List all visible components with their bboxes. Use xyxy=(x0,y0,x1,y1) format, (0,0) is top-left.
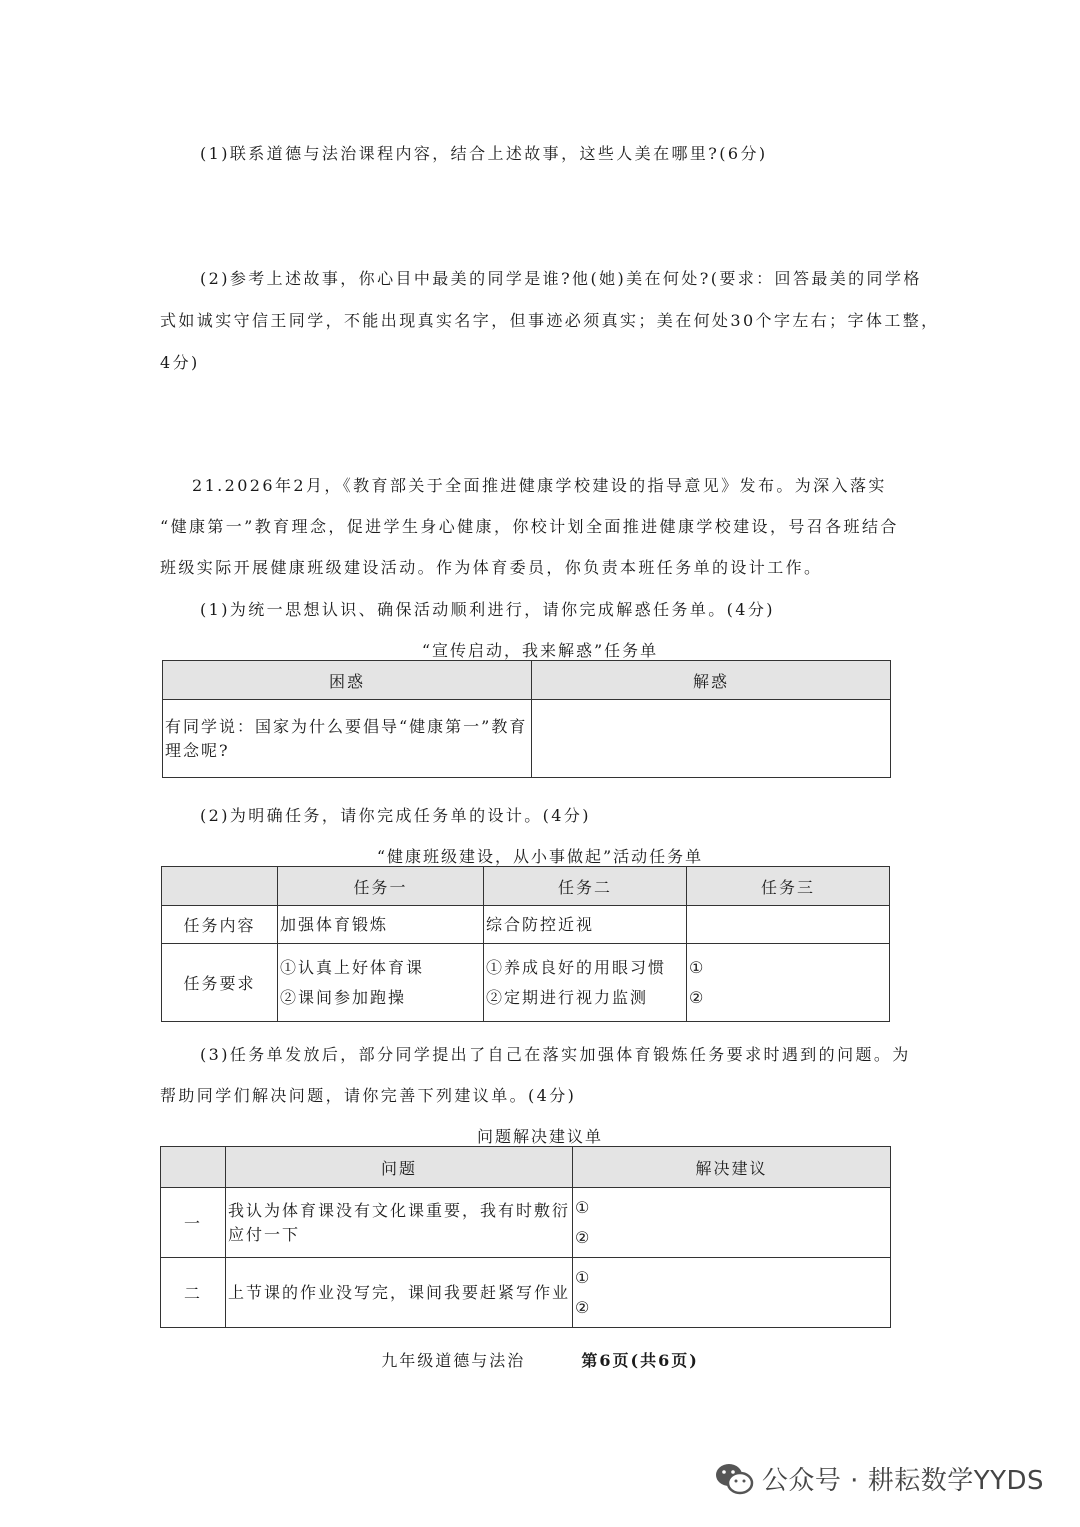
table1-header-answer: 解惑 xyxy=(532,661,891,700)
table3-row1-suggestion[interactable] xyxy=(573,1188,891,1258)
row1-suggestion-2: ② xyxy=(575,1227,592,1247)
task2-req-item2: ②定期进行视力监测 xyxy=(486,987,649,1007)
q20-part2-line2: 式如诚实守信王同学，不能出现真实名字，但事迹必须真实；美在何处30个字左右；字体工整， xyxy=(160,311,940,330)
q20-part1: (1)联系道德与法治课程内容，结合上述故事，这些人美在哪里?(6分) xyxy=(200,144,768,163)
table3-caption: 问题解决建议单 xyxy=(476,1127,603,1146)
table2-row-content-label: 任务内容 xyxy=(162,906,278,944)
page-footer xyxy=(0,1348,1080,1371)
row2-suggestion-2: ② xyxy=(575,1297,592,1317)
task1-req-item2: ②课间参加跑操 xyxy=(280,987,407,1007)
table2-header-task1: 任务一 xyxy=(278,867,484,906)
watermark-text: 公众号 · 耕耘数学YYDS xyxy=(761,1466,1044,1496)
table3-row1-problem: 我认为体育课没有文化课重要，我有时敷衍应付一下 xyxy=(226,1188,573,1258)
table2-task2-content: 综合防控近视 xyxy=(484,906,687,944)
footer-subject: 九年级道德与法治 xyxy=(381,1351,526,1370)
table2-row-req-label: 任务要求 xyxy=(162,944,278,1022)
table3-row1-num: 一 xyxy=(161,1188,226,1258)
table1-question: 有同学说：国家为什么要倡导“健康第一”教育理念呢? xyxy=(163,700,532,778)
row1-suggestion-1: ① xyxy=(575,1197,592,1217)
task3-req-item1: ① xyxy=(689,957,706,977)
table2-task1-req xyxy=(278,944,484,1022)
watermark xyxy=(714,1460,1044,1497)
table3-row2-problem: 上节课的作业没写完，课间我要赶紧写作业 xyxy=(226,1258,573,1328)
table2-header-task3: 任务三 xyxy=(687,867,890,906)
table2-header-blank xyxy=(162,867,278,906)
wechat-icon xyxy=(714,1462,754,1496)
table2-task1-content: 加强体育锻炼 xyxy=(278,906,484,944)
table2-caption: “健康班级建设，从小事做起”活动任务单 xyxy=(376,847,704,866)
footer-page: 第6页(共6页) xyxy=(581,1351,699,1370)
q21-sub3-line2: 帮助同学们解决问题，请你完善下列建议单。(4分) xyxy=(160,1086,577,1105)
table1-caption: “宣传启动，我来解惑”任务单 xyxy=(421,641,659,660)
table2-task2-req xyxy=(484,944,687,1022)
table3-row2-num: 二 xyxy=(161,1258,226,1328)
task1-req-item1: ①认真上好体育课 xyxy=(280,957,425,977)
table1-answer-cell[interactable] xyxy=(532,700,891,778)
q21-sub2: (2)为明确任务，请你完成任务单的设计。(4分) xyxy=(200,806,591,825)
table2-task3-req[interactable] xyxy=(687,944,890,1022)
table2-task3-content[interactable] xyxy=(687,906,890,944)
q21-intro-line1: 21.2026年2月，《教育部关于全面推进健康学校建设的指导意见》发布。为深入落实 xyxy=(192,476,887,495)
table3-header-problem: 问题 xyxy=(226,1147,573,1188)
table3-row2-suggestion[interactable] xyxy=(573,1258,891,1328)
table-suggestions xyxy=(160,1146,891,1328)
task3-req-item2: ② xyxy=(689,987,706,1007)
q21-intro-line3: 班级实际开展健康班级建设活动。作为体育委员，你负责本班任务单的设计工作。 xyxy=(160,558,823,577)
table3-header-blank xyxy=(161,1147,226,1188)
table1-header-confusion: 困惑 xyxy=(163,661,532,700)
table-tasks xyxy=(161,866,890,1022)
table-confusion xyxy=(162,660,891,778)
table2-header-task2: 任务二 xyxy=(484,867,687,906)
q21-sub3-line1: (3)任务单发放后，部分同学提出了自己在落实加强体育锻炼任务要求时遇到的问题。为 xyxy=(200,1045,911,1064)
q21-sub1: (1)为统一思想认识、确保活动顺利进行，请你完成解惑任务单。(4分) xyxy=(200,600,775,619)
q20-part2-line1: (2)参考上述故事，你心目中最美的同学是谁?他(她)美在何处?(要求：回答最美的同学格 xyxy=(200,269,922,288)
row2-suggestion-1: ① xyxy=(575,1267,592,1287)
task2-req-item1: ①养成良好的用眼习惯 xyxy=(486,957,667,977)
table3-header-suggestion: 解决建议 xyxy=(573,1147,891,1188)
q20-part2-line3: 4分) xyxy=(160,353,200,372)
q21-intro-line2: “健康第一”教育理念，促进学生身心健康，你校计划全面推进健康学校建设，号召各班结合 xyxy=(160,517,899,536)
